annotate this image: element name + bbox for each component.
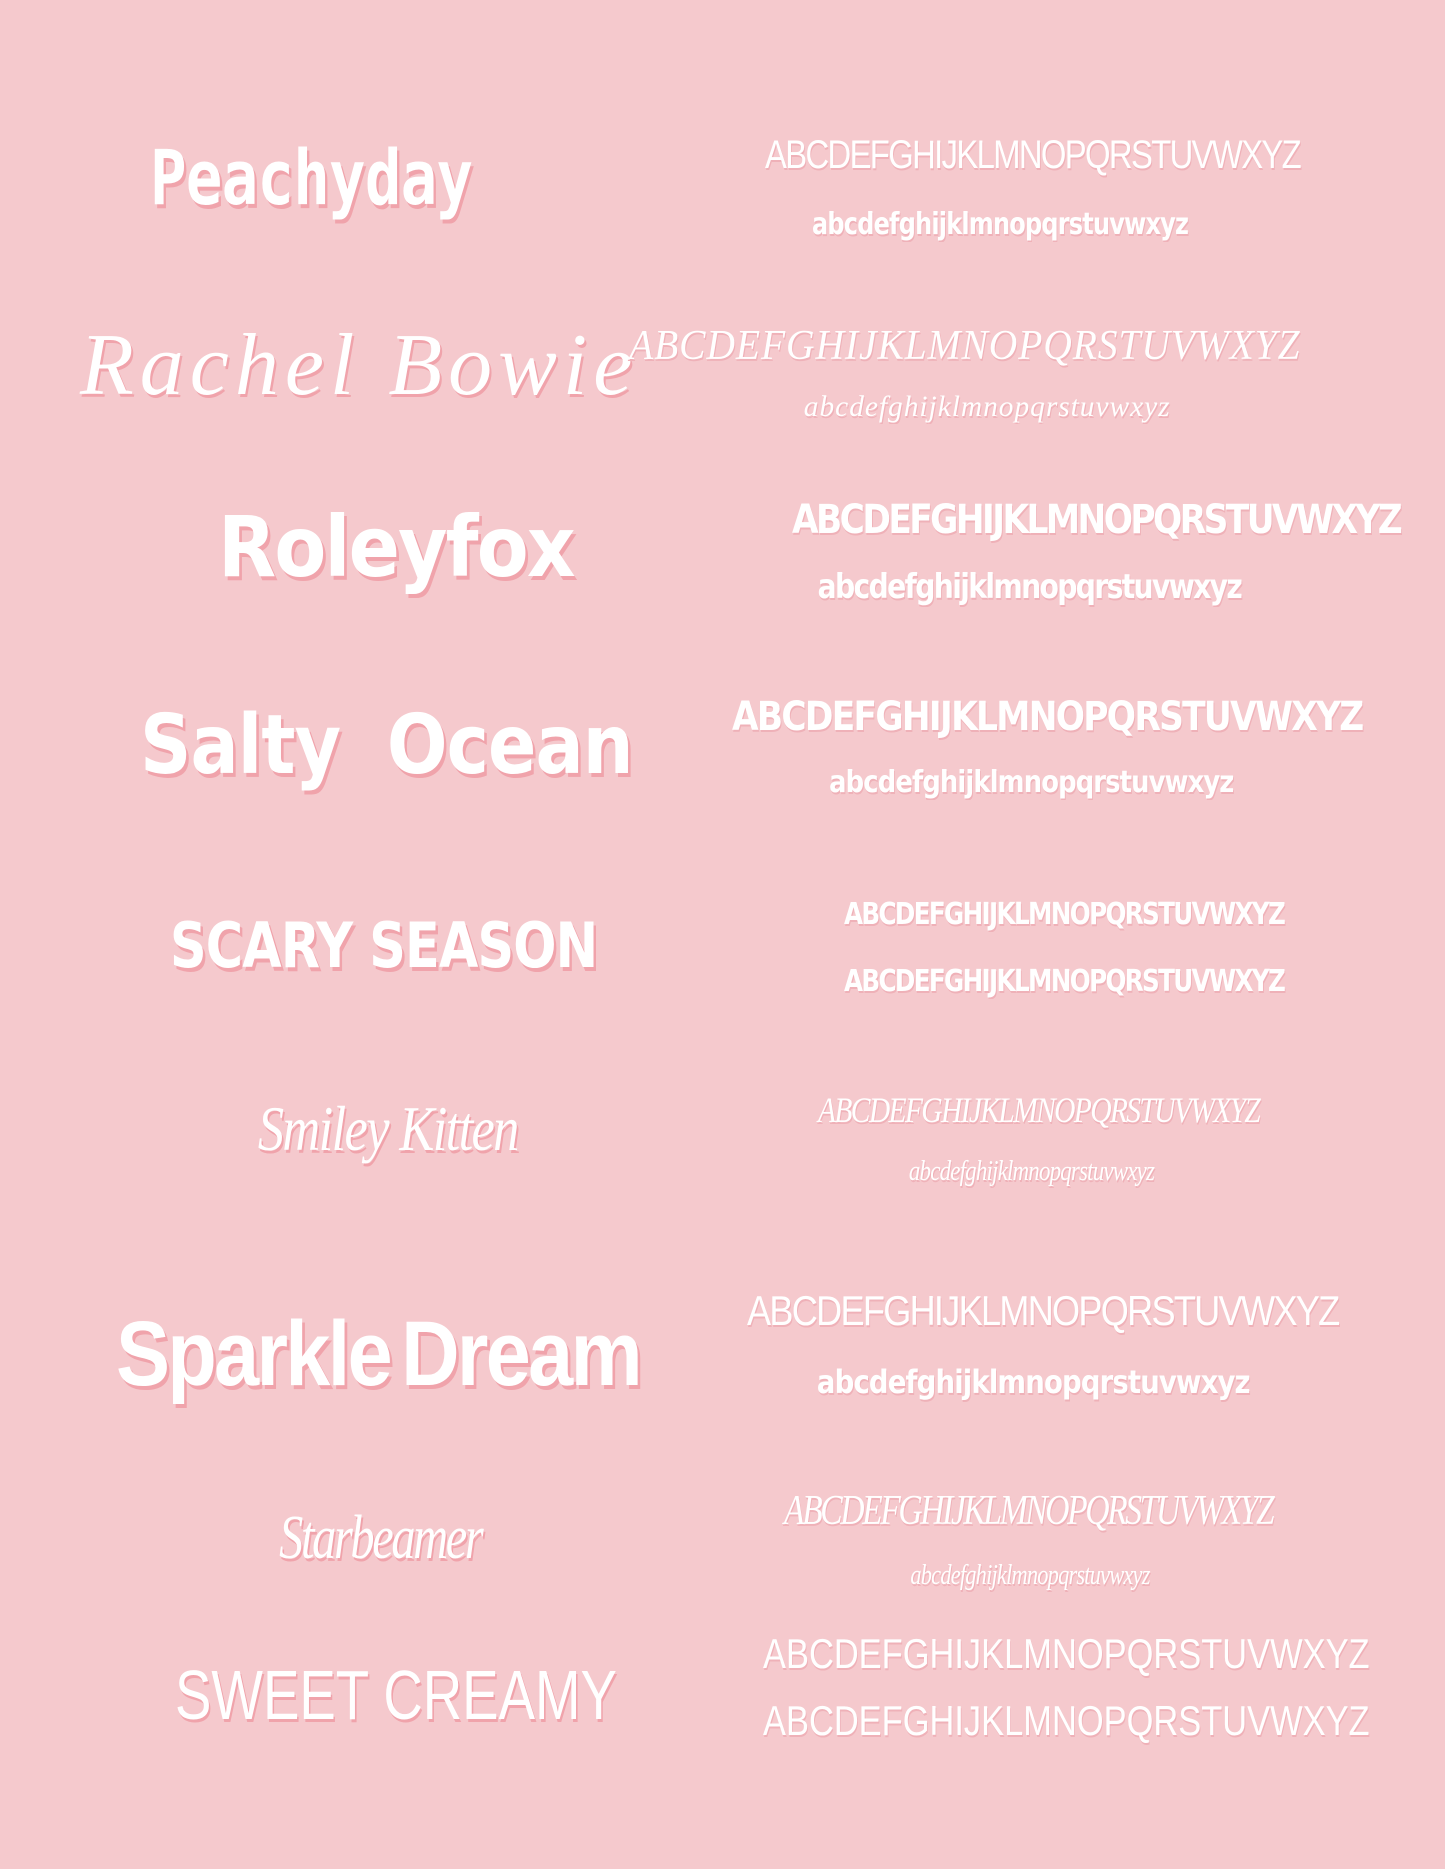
font-lowercase-roleyfox: abcdefghijklmnopqrstuvwxyz <box>817 567 1242 607</box>
font-lowercase-smiley-kitten: abcdefghijklmnopqrstuvwxyz <box>908 1156 1155 1187</box>
font-name-rachel-bowie: Rachel Bowie <box>80 317 639 414</box>
font-uppercase-salty-ocean: ABCDEFGHIJKLMNOPQRSTUVWXYZ <box>732 694 1363 740</box>
font-lowercase-starbeamer: abcdefghijklmnopqrstuvwxyz <box>910 1560 1150 1591</box>
font-name-salty-ocean: Salty Ocean <box>140 698 633 793</box>
font-name-sweet-creamy: SWEET CREAMY <box>175 1656 617 1734</box>
font-uppercase-scary-season: ABCDEFGHIJKLMNOPQRSTUVWXYZ <box>844 897 1285 932</box>
font-lowercase-sparkle-dream: abcdefghijklmnopqrstuvwxyz <box>816 1363 1250 1401</box>
font-uppercase-roleyfox: ABCDEFGHIJKLMNOPQRSTUVWXYZ <box>792 497 1401 543</box>
font-name-peachyday: Peachyday <box>150 133 473 222</box>
font-name-scary-season: SCARY SEASON <box>170 909 598 982</box>
font-name-starbeamer: Starbeamer <box>279 1504 482 1572</box>
font-uppercase-smiley-kitten: ABCDEFGHIJKLMNOPQRSTUVWXYZ <box>818 1090 1260 1130</box>
font-lowercase-peachyday: abcdefghijklmnopqrstuvwxyz <box>812 207 1189 242</box>
font-uppercase-peachyday: ABCDEFGHIJKLMNOPQRSTUVWXYZ <box>765 133 1301 177</box>
font-uppercase-sweet-creamy: ABCDEFGHIJKLMNOPQRSTUVWXYZ <box>763 1630 1370 1677</box>
font-uppercase-sparkle-dream: ABCDEFGHIJKLMNOPQRSTUVWXYZ <box>747 1287 1339 1334</box>
font-alt-uppercase-sweet-creamy: ABCDEFGHIJKLMNOPQRSTUVWXYZ <box>763 1697 1370 1744</box>
font-name-sparkle-dream: Sparkle Dream <box>116 1303 640 1405</box>
font-uppercase-starbeamer: ABCDEFGHIJKLMNOPQRSTUVWXYZ <box>784 1488 1273 1534</box>
font-name-roleyfox: Roleyfox <box>218 498 574 596</box>
font-lowercase-salty-ocean: abcdefghijklmnopqrstuvwxyz <box>829 765 1234 800</box>
font-alt-uppercase-scary-season: ABCDEFGHIJKLMNOPQRSTUVWXYZ <box>844 964 1285 999</box>
font-uppercase-rachel-bowie: ABCDEFGHIJKLMNOPQRSTUVWXYZ <box>629 323 1301 369</box>
font-lowercase-rachel-bowie: abcdefghijklmnopqrstuvwxyz <box>803 390 1171 423</box>
font-name-smiley-kitten: Smiley Kitten <box>257 1093 518 1164</box>
